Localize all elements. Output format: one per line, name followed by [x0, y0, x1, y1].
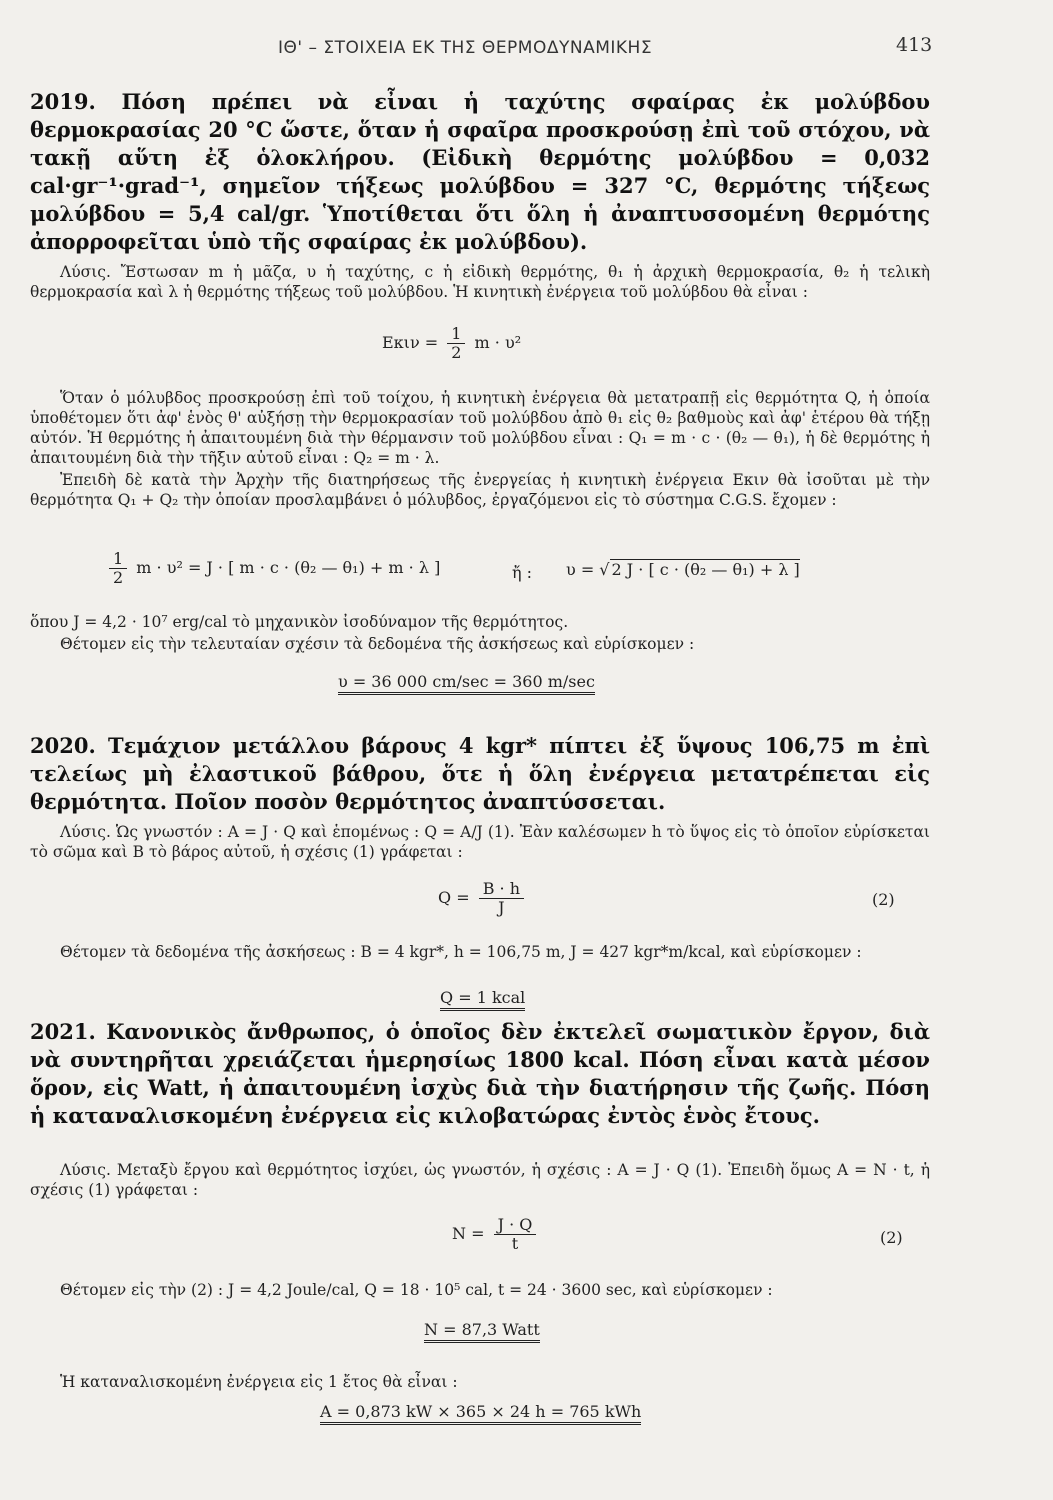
eq3-denominator: J — [498, 898, 505, 917]
result-annual-energy: A = 0,873 kW × 365 × 24 h = 765 kWh — [320, 1402, 641, 1425]
problem-2020-result — [440, 988, 525, 1007]
equation-power — [452, 1216, 540, 1253]
eq1-denominator: 2 — [451, 343, 462, 362]
eq2-numerator: 1 — [109, 550, 127, 569]
problem-2019-substitute: Θέτομεν εἰς τὴν τελευταίαν σχέσιν τὰ δεδομένα τῆς ἀσκήσεως καὶ εὑρίσκομεν : — [60, 635, 695, 653]
eq3-numerator: B · h — [479, 880, 524, 899]
eq2-right-lhs: υ = √ — [566, 560, 610, 579]
problem-2019-solution-intro: Λύσις. Ἔστωσαν m ἡ μᾶζα, υ ἡ ταχύτης, c ἡ εἰδικὴ θερμότης, θ₁ ἡ ἀρχικὴ θερμοκρασία, θ₂ ἡ τελικὴ θερμοκρασία καὶ λ ἡ θερμότης τήξεως τοῦ μολύβδου. Ἡ κινητικὴ ἐνέργεια τοῦ μολύβδου θὰ εἶναι : — [30, 263, 930, 301]
problem-2019-paragraph-2: Ὅταν ὁ μόλυβδος προσκρούσῃ ἐπὶ τοῦ τοίχου, ἡ κινητικὴ ἐνέργεια θὰ μετατραπῇ εἰς θερμότητα Q, ἡ ὁποία ὑποθέτομεν ὅτι ἀφ' ἑνὸς θ' αὐξήσῃ τὴν θερμοκρασίαν τοῦ μολύβδου ἀπὸ θ₁ εἰς θ₂ βαθμοὺς καὶ ἀφ' ἑτέρου θὰ τήξῃ αὐτόν. Ἡ θερμότης ἡ ἀπαιτουμένη διὰ τὴν θέρμανσιν τοῦ μολύβδου εἶναι : Q₁ = m · c · (θ₂ — θ₁), ἡ δὲ θερμότης ἡ ἀπαιτουμένη διὰ τὴν τῆξιν αὐτοῦ εἶναι : Q₂ = m · λ. — [30, 389, 930, 467]
eq2-or: ἤ : — [512, 563, 533, 582]
equation-velocity — [566, 560, 800, 579]
result-heat: Q = 1 kcal — [440, 988, 525, 1011]
eq1-lhs: Eκιν = — [382, 333, 439, 352]
eq3-fraction — [479, 880, 524, 917]
page-number: 413 — [896, 34, 933, 56]
eq1-rhs: m · υ² — [474, 333, 522, 352]
eq2-fraction — [109, 550, 127, 587]
eq3-lhs: Q = — [438, 888, 470, 907]
eq4-numerator: J · Q — [494, 1216, 537, 1235]
problem-2021-substitute: Θέτομεν εἰς τὴν (2) : J = 4,2 Joule/cal, Q = 18 · 10⁵ cal, t = 24 · 3600 sec, καὶ εὑρίσκομεν : — [60, 1281, 773, 1299]
eq4-fraction — [494, 1216, 537, 1253]
problem-2019-paragraph-3: Ἐπειδὴ δὲ κατὰ τὴν Ἀρχὴν τῆς διατηρήσεως τῆς ἐνεργείας ἡ κινητικὴ ἐνέργεια Eκιν θὰ ἰσοῦται μὲ τὴν θερμότητα Q₁ + Q₂ τὴν ὁποίαν προσλαμβάνει ὁ μόλυβδος, ἐργαζόμενοι εἰς τὸ σύστημα C.G.S. ἔχομεν : — [30, 471, 930, 509]
eq2-radicand: 2 J · [ c · (θ₂ — θ₁) + λ ] — [611, 560, 800, 579]
equation-kinetic-energy — [382, 325, 521, 362]
eq2-denominator: 2 — [113, 568, 124, 587]
problem-2019-where: ὅπου J = 4,2 · 10⁷ erg/cal τὸ μηχανικὸν ἰσοδύναμον τῆς θερμότητος. — [30, 613, 569, 631]
eq2-left: m · υ² = J · [ m · c · (θ₂ — θ₁) + m · λ ] — [136, 558, 441, 577]
eq1-fraction — [447, 325, 465, 362]
problem-2021-solution: Λύσις. Μεταξὺ ἔργου καὶ θερμότητος ἰσχύει, ὡς γνωστόν, ἡ σχέσις : A = J · Q (1). Ἐπειδὴ ὅμως A = N · t, ἡ σχέσις (1) γράφεται : — [30, 1161, 930, 1199]
problem-2021-annual-result — [320, 1402, 641, 1421]
problem-2019-statement: 2019. Πόση πρέπει νὰ εἶναι ἡ ταχύτης σφαίρας ἐκ μολύβδου θερμοκρασίας 20 °C ὥστε, ὅταν ἡ σφαῖρα προσκρούσῃ ἐπὶ τοῦ στόχου, νὰ τακῇ αὕτη ἐξ ὁλοκλήρου. (Εἰδικὴ θερμότης μολύβδου = 0,032 cal·gr⁻¹·grad⁻¹, σημεῖον τήξεως μολύβδου = 327 °C, θερμότης τήξεως μολύβδου = 5,4 cal/gr. Ὑποτίθεται ὅτι ὅλη ἡ ἀναπτυσσομένη θερμότης ἀπορροφεῖται ὑπὸ τῆς σφαίρας ἐκ μολύβδου). — [30, 89, 930, 254]
problem-2021-result — [424, 1320, 540, 1339]
running-title: ΙΘ' – ΣΤΟΙΧΕΙΑ ΕΚ ΤΗΣ ΘΕΡΜΟΔΥΝΑΜΙΚΗΣ — [278, 38, 653, 58]
eq4-lhs: N = — [452, 1224, 485, 1243]
eq3-label: (2) — [872, 890, 895, 909]
problem-2021-statement: 2021. Κανονικὸς ἄνθρωπος, ὁ ὁποῖος δὲν ἐκτελεῖ σωματικὸν ἔργον, διὰ νὰ συντηρῆται χρειάζεται ἡμερησίως 1800 kcal. Πόση εἶναι κατὰ μέσον ὅρον, εἰς Watt, ἡ ἀπαιτουμένη ἰσχὺς διὰ τὴν διατήρησιν τῆς ζωῆς. Πόση ἡ καταναλισκομένη ἐνέργεια εἰς κιλοβατώρας ἐντὸς ἑνὸς ἔτους. — [30, 1019, 930, 1128]
result-velocity: υ = 36 000 cm/sec = 360 m/sec — [338, 672, 595, 695]
equation-heat-from-work — [438, 880, 528, 917]
problem-2020-substitute: Θέτομεν τὰ δεδομένα τῆς ἀσκήσεως : B = 4 kgr*, h = 106,75 m, J = 427 kgr*m/kcal, καὶ εὑρίσκομεν : — [60, 943, 862, 961]
problem-2020-solution: Λύσις. Ὡς γνωστόν : A = J · Q καὶ ἑπομένως : Q = A/J (1). Ἐὰν καλέσωμεν h τὸ ὕψος εἰς τὸ ὁποῖον εὑρίσκεται τὸ σῶμα καὶ B τὸ βάρος αὐτοῦ, ἡ σχέσις (1) γράφεται : — [30, 823, 930, 861]
equation-energy-balance — [105, 550, 440, 587]
problem-2020-statement: 2020. Τεμάχιον μετάλλου βάρους 4 kgr* πίπτει ἐξ ὕψους 106,75 m ἐπὶ τελείως μὴ ἐλαστικοῦ βάθρου, ὅτε ἡ ὅλη ἐνέργεια μετατρέπεται εἰς θερμότητα. Ποῖον ποσὸν θερμότητος ἀναπτύσσεται. — [30, 733, 930, 814]
problem-2019-result — [338, 672, 595, 691]
eq4-label: (2) — [880, 1228, 903, 1247]
problem-2021-annual-intro: Ἡ καταναλισκομένη ἐνέργεια εἰς 1 ἔτος θὰ εἶναι : — [60, 1373, 458, 1391]
eq1-numerator: 1 — [447, 325, 465, 344]
result-power: N = 87,3 Watt — [424, 1320, 540, 1343]
eq4-denominator: t — [511, 1234, 519, 1253]
